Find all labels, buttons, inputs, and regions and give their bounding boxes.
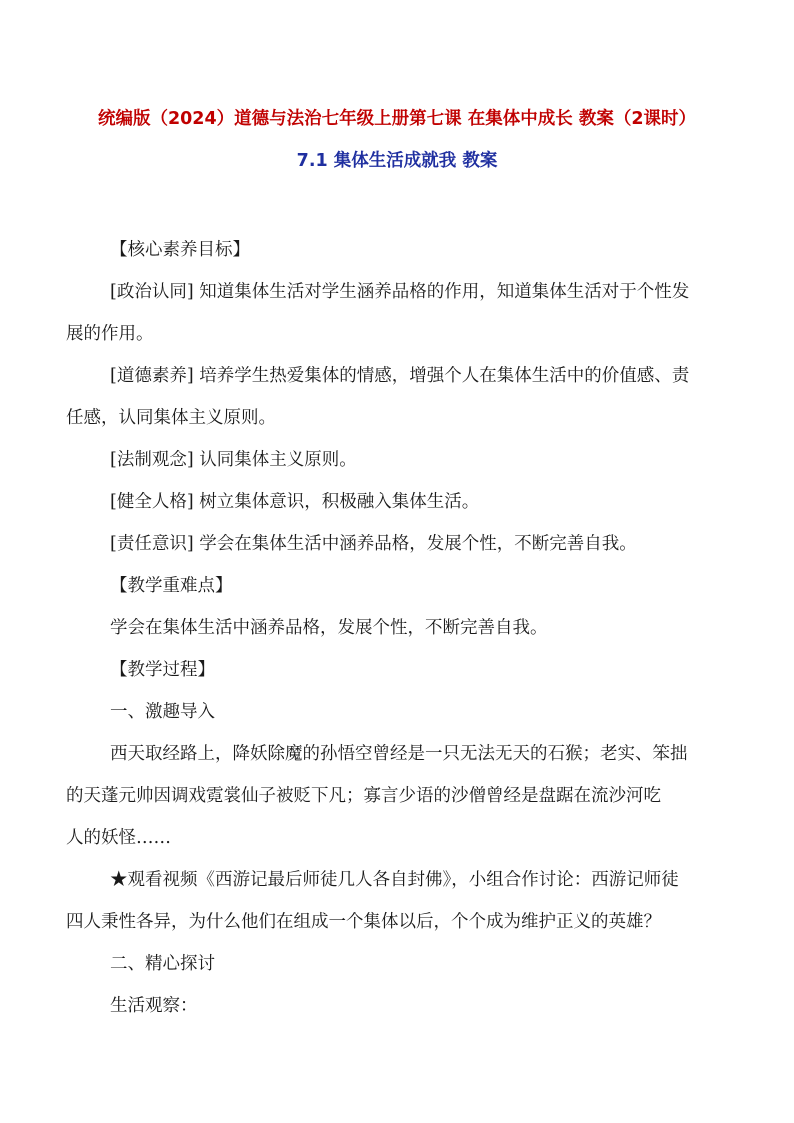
- document-body: [66, 229, 726, 1027]
- goal-political-line1: [政治认同] 知道集体生活对学生涵养品格的作用，知道集体生活对于个性发: [110, 282, 690, 302]
- process-heading: 【教学过程】: [110, 660, 215, 680]
- goal-moral-line1: [道德素养] 培养学生热爱集体的情感，增强个人在集体生活中的价值感、责: [110, 366, 690, 386]
- life-observation-label: 生活观察：: [110, 996, 198, 1016]
- key-points-heading: 【教学重难点】: [110, 576, 233, 596]
- goals-heading: 【核心素养目标】: [110, 240, 250, 260]
- video-task-line1: ★观看视频《西游记最后师徒几人各自封佛》，小组合作讨论：西游记师徒: [110, 870, 679, 890]
- video-task-line2: 四人秉性各异，为什么他们在组成一个集体以后，个个成为维护正义的英雄？: [66, 912, 661, 932]
- section-explore-heading: 二、精心探讨: [110, 954, 215, 974]
- lesson-subtitle: 7.1 集体生活成就我 教案: [296, 151, 498, 171]
- intro-paragraph-line3: 人的妖怪……: [66, 828, 171, 848]
- goal-political-line2: 展的作用。: [66, 324, 154, 344]
- goal-moral-line2: 任感，认同集体主义原则。: [66, 408, 276, 428]
- intro-paragraph-line1: 西天取经路上，降妖除魔的孙悟空曾经是一只无法无天的石猴；老实、笨拙: [110, 744, 688, 764]
- goal-personality: [健全人格] 树立集体意识，积极融入集体生活。: [110, 492, 480, 512]
- intro-paragraph-line2: 的天蓬元帅因调戏霓裳仙子被贬下凡；寡言少语的沙僧曾经是盘踞在流沙河吃: [66, 786, 661, 806]
- section-intro-heading: 一、激趣导入: [110, 702, 215, 722]
- document-title: 统编版（2024）道德与法治七年级上册第七课 在集体中成长 教案（2课时）: [97, 109, 697, 129]
- key-points-text: 学会在集体生活中涵养品格，发展个性，不断完善自我。: [110, 618, 548, 638]
- goal-responsibility: [责任意识] 学会在集体生活中涵养品格，发展个性，不断完善自我。: [110, 534, 637, 554]
- goal-law: [法制观念] 认同集体主义原则。: [110, 450, 357, 470]
